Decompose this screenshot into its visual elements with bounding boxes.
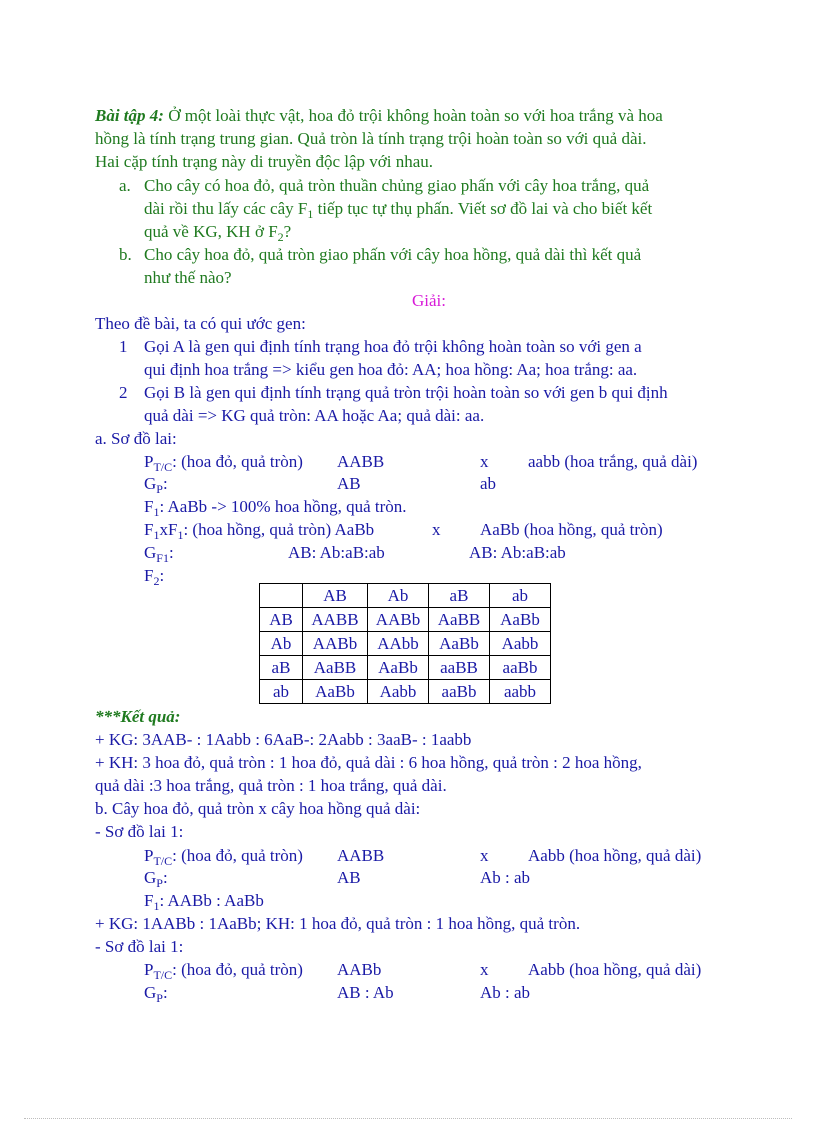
gene-rule-1-line-2: qui định hoa trắng => kiểu gen hoa đỏ: AA; hoa hồng: Aa; hoa trắng: aa. — [144, 360, 638, 379]
gene-rule-2-line-1: Gọi B là gen qui định tính trạng quả tròn trội hoàn toàn so với gen b qui định — [144, 383, 668, 402]
result-heading: ***Kết quả: — [95, 707, 181, 726]
cross-1-parent-other: Aabb (hoa hồng, quả dài) — [528, 846, 702, 865]
punnett-cell: Aabb — [490, 632, 551, 656]
punnett-cell: aaBB — [429, 656, 490, 680]
cross-2-parent-label: $P_{T/C}$: (hoa đỏ, quả tròn) — [144, 960, 303, 982]
f2-label: $F_2$: — [144, 566, 165, 588]
f1xf1-label: $F_1xF_1$: (hoa hồng, quả tròn) AaBb — [144, 520, 375, 542]
cross-1-parent-label: $P_{T/C}$: (hoa đỏ, quả tròn) — [144, 846, 303, 868]
punnett-row-header: AB — [260, 608, 303, 632]
cross-1-symbol: x — [480, 846, 489, 865]
part-b-heading: b. Cây hoa đỏ, quả tròn x cây hoa hồng quả dài: — [95, 799, 421, 818]
question-a-line-1: Cho cây có hoa đỏ, quả tròn thuần chủng giao phấn với cây hoa trắng, quả — [144, 176, 650, 195]
cross-1-title: - Sơ đồ lai 1: — [95, 822, 184, 841]
cross-2-gamete-label: $G_P$: — [144, 983, 168, 1005]
f1xf1-other: AaBb (hoa hồng, quả tròn) — [480, 520, 663, 539]
cross-1-gamete-2: Ab : ab — [480, 868, 531, 887]
punnett-corner-cell — [260, 584, 303, 608]
problem-title: Bài tập 4: — [95, 106, 164, 125]
gene-rule-1-line-1: Gọi A là gen qui định tính trạng hoa đỏ trội không hoàn toàn so với gen a — [144, 337, 642, 356]
gf1-label: $G_{F1}$: — [144, 543, 174, 565]
problem-line-2: hồng là tính trạng trung gian. Quả tròn là tính trạng trội hoàn toàn so với quả dài. — [95, 129, 647, 148]
punnett-header-cell: aB — [429, 584, 490, 608]
punnett-cell: AaBb — [490, 608, 551, 632]
gf1-gametes-2: AB: Ab:aB:ab — [469, 543, 566, 562]
f1-result: $F_1$: AaBb -> 100% hoa hồng, quả tròn. — [144, 497, 407, 519]
punnett-row-header: aB — [260, 656, 303, 680]
gf1-gametes-1: AB: Ab:aB:ab — [288, 543, 385, 562]
part-a-heading: a. Sơ đồ lai: — [95, 429, 177, 448]
gamete-1: AB — [337, 474, 361, 493]
result-kh-line-1: + KH: 3 hoa đỏ, quả tròn : 1 hoa đỏ, quả dài : 6 hoa hồng, quả tròn : 2 hoa hồng, — [95, 753, 642, 772]
cross-1-gamete-label: $G_P$: — [144, 868, 168, 890]
question-a-line-3: quả về KG, KH ở $F_2$? — [144, 222, 292, 244]
punnett-cell: AaBB — [429, 608, 490, 632]
gene-rule-1-number: 1 — [119, 337, 128, 356]
question-b-line-1: Cho cây hoa đỏ, quả tròn giao phấn với cây hoa hồng, quả dài thì kết quả — [144, 245, 642, 264]
problem-line-1: Bài tập 4: Ở một loài thực vật, hoa đỏ trội không hoàn toàn so với hoa trắng và hoa — [95, 106, 663, 125]
gene-rule-2-line-2: quả dài => KG quả tròn: AA hoặc Aa; quả dài: aa. — [144, 406, 485, 425]
cross-2-parent-genotype: AABb — [337, 960, 382, 979]
punnett-cell: AaBb — [429, 632, 490, 656]
punnett-header-cell: Ab — [368, 584, 429, 608]
punnett-cell: AaBB — [303, 656, 368, 680]
gamete-label: $G_P$: — [144, 474, 168, 496]
problem-line-3: Hai cặp tính trạng này di truyền độc lập với nhau. — [95, 152, 434, 171]
punnett-row-header: Ab — [260, 632, 303, 656]
punnett-row — [260, 608, 551, 632]
parent-other: aabb (hoa trắng, quả dài) — [528, 452, 698, 471]
cross-symbol: x — [480, 452, 489, 471]
cross-1-f1: $F_1$: AABb : AaBb — [144, 891, 264, 913]
cross-1-kg-kh: + KG: 1AABb : 1AaBb; KH: 1 hoa đỏ, quả tròn : 1 hoa hồng, quả tròn. — [95, 914, 581, 933]
punnett-cell: aaBb — [490, 656, 551, 680]
punnett-row — [260, 632, 551, 656]
parent-genotype: AABB — [337, 452, 385, 471]
cross-1-gamete-1: AB — [337, 868, 361, 887]
result-kh-line-2: quả dài :3 hoa trắng, quả tròn : 1 hoa trắng, quả dài. — [95, 776, 447, 795]
punnett-cell: aaBb — [429, 680, 490, 704]
punnett-row — [260, 680, 551, 704]
solution-intro: Theo đề bài, ta có qui ước gen: — [95, 314, 306, 333]
parent-label: $P_{T/C}$: (hoa đỏ, quả tròn) — [144, 452, 303, 474]
punnett-cell: AaBb — [303, 680, 368, 704]
punnett-cell: AAbb — [368, 632, 429, 656]
solution-heading: Giải: — [412, 291, 446, 310]
cross-2-symbol: x — [480, 960, 489, 979]
gene-rule-2-number: 2 — [119, 383, 128, 402]
punnett-cell: AaBb — [368, 656, 429, 680]
punnett-cell: AABb — [303, 632, 368, 656]
question-b-line-2: như thế nào? — [144, 268, 232, 287]
punnett-cell: Aabb — [368, 680, 429, 704]
cross-2-gamete-2: Ab : ab — [480, 983, 531, 1002]
f1xf1-cross-symbol: x — [432, 520, 441, 539]
question-a-marker: a. — [119, 176, 131, 195]
punnett-cell: AABB — [303, 608, 368, 632]
punnett-header-cell: ab — [490, 584, 551, 608]
result-kg: + KG: 3AAB- : 1Aabb : 6AaB-: 2Aabb : 3aaB- : 1aabb — [95, 730, 472, 749]
page-bottom-divider — [24, 1118, 792, 1119]
cross-2-parent-other: Aabb (hoa hồng, quả dài) — [528, 960, 702, 979]
question-a-line-2: dài rồi thu lấy các cây $F_1$ tiếp tục tự thụ phấn. Viết sơ đồ lai và cho biết kết — [144, 199, 653, 221]
punnett-header-cell: AB — [303, 584, 368, 608]
cross-2-title: - Sơ đồ lai 1: — [95, 937, 184, 956]
cross-1-parent-genotype: AABB — [337, 846, 385, 865]
cross-2-gamete-1: AB : Ab — [337, 983, 394, 1002]
punnett-header-row — [260, 584, 551, 608]
punnett-cell: aabb — [490, 680, 551, 704]
punnett-square — [259, 583, 551, 704]
punnett-cell: AABb — [368, 608, 429, 632]
gamete-2: ab — [480, 474, 497, 493]
punnett-row — [260, 656, 551, 680]
punnett-row-header: ab — [260, 680, 303, 704]
question-b-marker: b. — [119, 245, 132, 264]
